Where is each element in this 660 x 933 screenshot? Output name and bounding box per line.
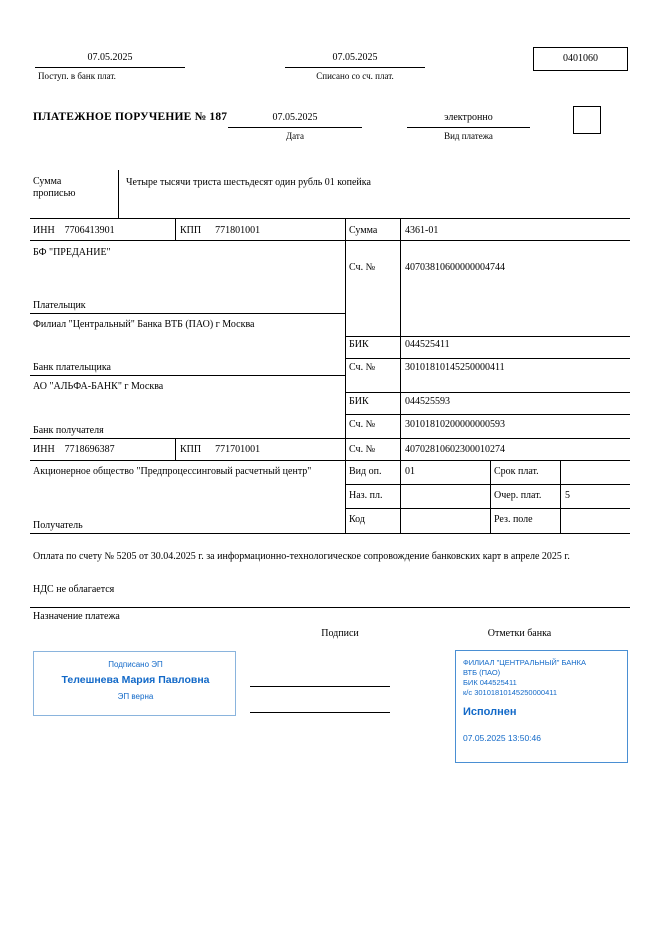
payer-bank-label: Банк плательщика — [33, 362, 111, 373]
purpose-code-label: Наз. пл. — [349, 490, 383, 501]
beneficiary-account-label: Сч. № — [349, 444, 376, 455]
received-date-underline — [35, 67, 185, 68]
beneficiary-label: Получатель — [33, 520, 83, 531]
payment-kind-label: Вид платежа — [444, 131, 493, 141]
payer-label: Плательщик — [33, 300, 86, 311]
bank-stamp-timestamp: 07.05.2025 13:50:46 — [463, 733, 541, 743]
debited-date-underline — [285, 67, 425, 68]
amount-words-label: Сумма прописью — [33, 176, 76, 199]
priority-label: Очер. плат. — [494, 490, 542, 501]
signature-stamp-line3: ЭП верна — [117, 692, 154, 701]
received-date: 07.05.2025 — [87, 52, 133, 63]
beneficiary-inn — [33, 444, 115, 456]
beneficiary-kpp-label: КПП — [180, 444, 202, 455]
payer-account-label: Сч. № — [349, 262, 376, 273]
payer-account: 40703810600000004744 — [405, 262, 505, 273]
payment-kind-underline — [407, 127, 530, 128]
table-grid-line — [345, 484, 630, 485]
table-grid-line — [345, 336, 630, 337]
table-grid-line — [30, 460, 630, 461]
payer-inn-value: 7706413901 — [64, 225, 115, 236]
beneficiary-kpp — [180, 444, 260, 456]
beneficiary-bank-bik-label: БИК — [349, 396, 369, 407]
received-date-label: Поступ. в банк плат. — [38, 71, 116, 81]
payer-bank-bik-label: БИК — [349, 339, 369, 350]
sum-label: Сумма — [349, 225, 378, 236]
beneficiary-bank-bik: 044525593 — [405, 396, 450, 407]
beneficiary-bank-account-label: Сч. № — [349, 419, 376, 430]
op-kind-value: 01 — [405, 466, 415, 477]
table-grid-line — [345, 358, 630, 359]
bank-stamp-line1: ФИЛИАЛ "ЦЕНТРАЛЬНЫЙ" БАНКА — [463, 658, 587, 667]
table-grid-line — [30, 313, 345, 314]
payer-bank-bik: 044525411 — [405, 339, 450, 350]
payer-inn — [33, 225, 115, 237]
table-grid-line — [400, 218, 401, 533]
debited-date-label: Списано со сч. плат. — [316, 71, 394, 81]
table-grid-line — [30, 438, 630, 439]
payment-type-box — [573, 106, 601, 134]
beneficiary-name: Акционерное общество "Предпроцессинговый расчетный центр" — [33, 466, 312, 477]
bank-marks-heading: Отметки банка — [487, 628, 552, 639]
payment-kind-value: электронно — [444, 112, 493, 123]
vat-note: НДС не облагается — [33, 584, 115, 595]
table-grid-line — [345, 218, 346, 533]
payment-purpose-text: Оплата по счету № 5205 от 30.04.2025 г. за информационно-технологическое сопровождение банковских карт в апреле 2025 г. — [33, 551, 570, 562]
table-grid-line — [345, 392, 630, 393]
op-kind-label: Вид оп. — [349, 466, 382, 477]
table-grid-line — [30, 533, 630, 534]
bank-stamp-line2: ВТБ (ПАО) — [463, 668, 501, 677]
bank-stamp-box — [455, 650, 628, 763]
signature-stamp-name: Телешнева Мария Павловна — [61, 674, 210, 686]
table-grid-line — [30, 375, 345, 376]
signatures-heading: Подписи — [321, 628, 359, 639]
doc-title: ПЛАТЕЖНОЕ ПОРУЧЕНИЕ № 187 — [33, 111, 228, 123]
table-grid-line — [560, 460, 561, 533]
table-grid-line — [490, 460, 491, 533]
priority-value: 5 — [565, 490, 570, 501]
table-grid-line — [345, 508, 630, 509]
table-grid-line — [175, 438, 176, 460]
doc-date-value: 07.05.2025 — [272, 112, 318, 123]
table-grid-line — [30, 240, 630, 241]
bank-stamp-line3: БИК 044525411 — [463, 678, 517, 687]
payment-purpose-label: Назначение платежа — [33, 611, 120, 622]
beneficiary-kpp-value: 771701001 — [215, 444, 261, 455]
beneficiary-bank-name: АО "АЛЬФА-БАНК" г Москва — [33, 381, 164, 392]
beneficiary-inn-value: 7718696387 — [64, 444, 115, 455]
debited-date: 07.05.2025 — [332, 52, 378, 63]
beneficiary-bank-account: 30101810200000000593 — [405, 419, 505, 430]
table-grid-line — [345, 414, 630, 415]
beneficiary-inn-label: ИНН — [33, 444, 55, 455]
table-grid-line — [175, 218, 176, 240]
form-code-box — [533, 47, 628, 71]
payer-inn-label: ИНН — [33, 225, 55, 236]
amount-words-value: Четыре тысячи триста шестьдесят один рубль 01 копейка — [126, 177, 371, 188]
signature-line-2 — [250, 712, 390, 713]
table-grid-line — [30, 218, 630, 219]
due-date-label: Срок плат. — [494, 466, 539, 477]
payer-kpp-label: КПП — [180, 225, 202, 236]
beneficiary-account: 40702810602300010274 — [405, 444, 505, 455]
payer-bank-account-label: Сч. № — [349, 362, 376, 373]
payer-bank-account: 30101810145250000411 — [405, 362, 505, 373]
payer-kpp-value: 771801001 — [215, 225, 261, 236]
bank-stamp-line4: к/с 30101810145250000411 — [463, 688, 558, 697]
signature-stamp-box — [33, 651, 236, 716]
payer-bank-name: Филиал "Центральный" Банка ВТБ (ПАО) г Москва — [33, 319, 255, 330]
doc-date-label: Дата — [286, 131, 304, 141]
purpose-divider-line — [30, 607, 630, 608]
signature-line-1 — [250, 686, 390, 687]
signature-stamp-line1: Подписано ЭП — [108, 660, 163, 669]
code-label: Код — [349, 514, 365, 525]
bank-stamp-status: Исполнен — [463, 706, 517, 718]
doc-date-underline — [228, 127, 362, 128]
amount-words-divider — [118, 170, 119, 218]
reserve-field-label: Рез. поле — [494, 514, 533, 525]
form-code: 0401060 — [563, 53, 598, 64]
beneficiary-bank-label: Банк получателя — [33, 425, 104, 436]
sum-value: 4361-01 — [405, 225, 439, 236]
payer-kpp — [180, 225, 260, 237]
payer-name: БФ "ПРЕДАНИЕ" — [33, 247, 111, 258]
